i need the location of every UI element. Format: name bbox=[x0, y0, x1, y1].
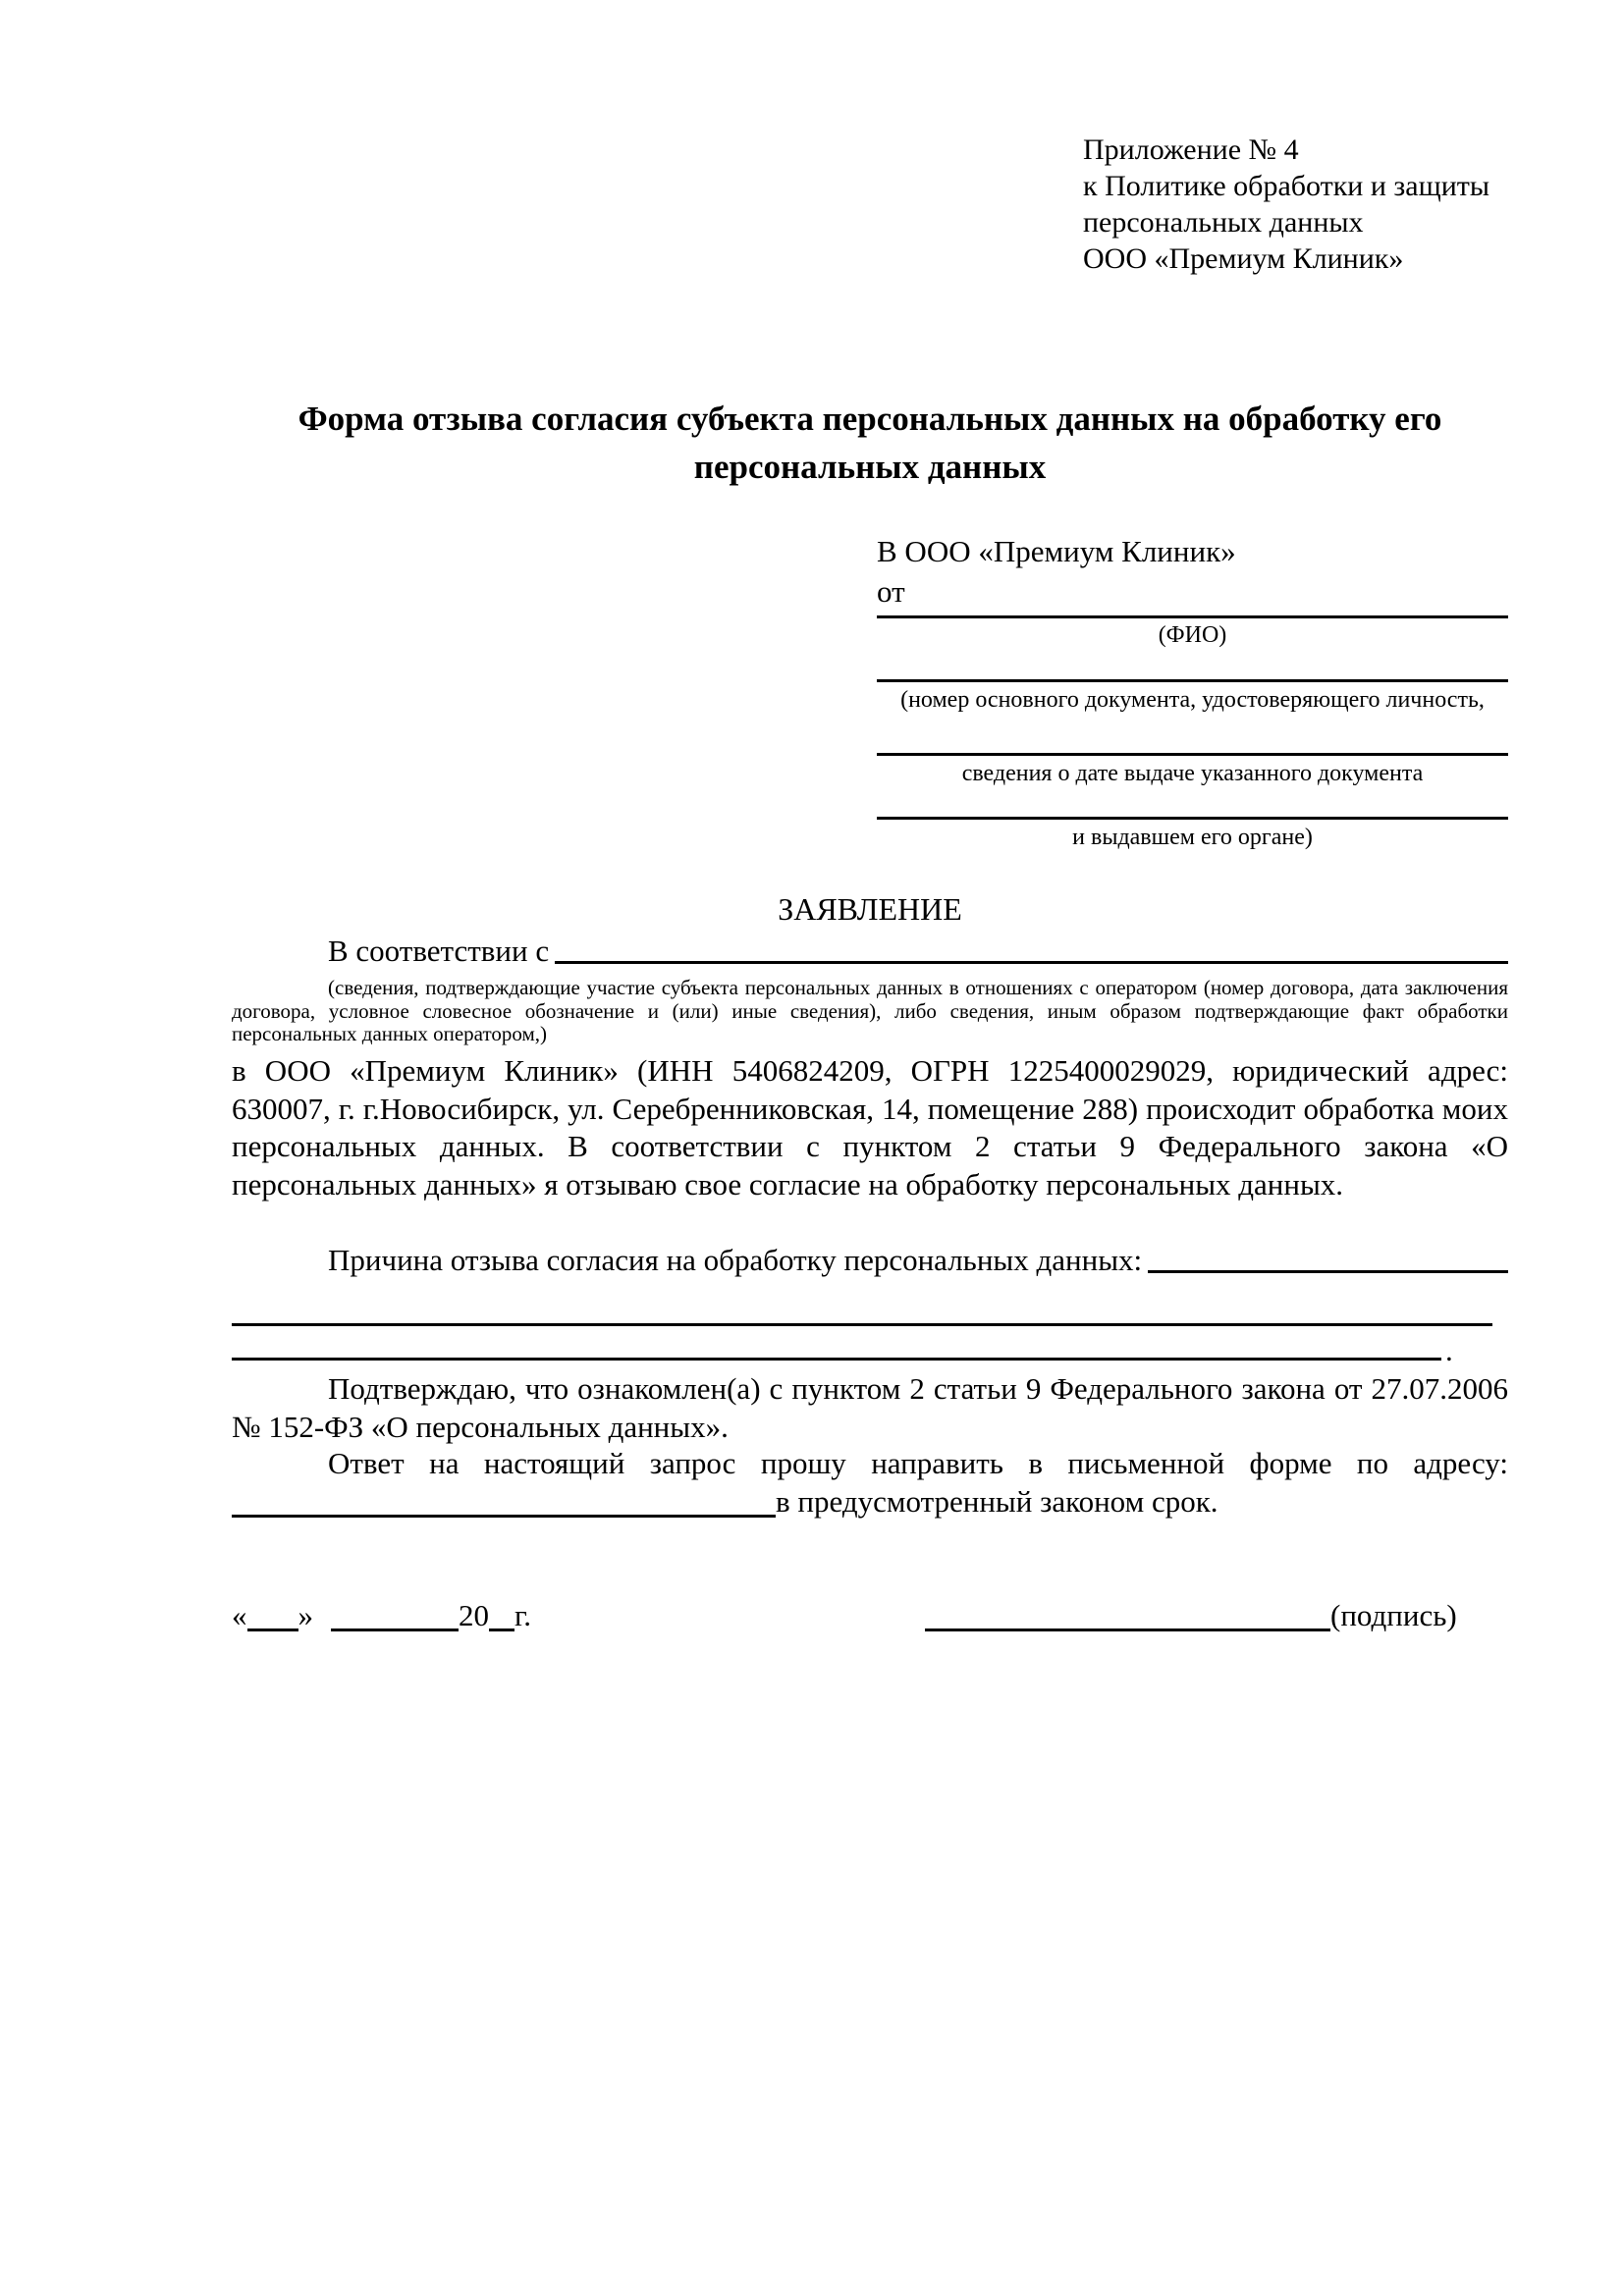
header-note-line-4: ООО «Премиум Клиник» bbox=[1083, 242, 1404, 275]
reply-request-suffix: в предусмотренный законом срок. bbox=[776, 1484, 1218, 1519]
statement-body: в ООО «Премиум Клиник» (ИНН 5406824209, ОГРН 1225400029029, юридический адрес: 630007, г. г.Новосибирск, ул. Серебренниковская, 14, помещение 288) происходит обработка моих персональных данных. В соответствии с пунктом 2 статьи 9 Федерального закона «О персональных данных» я отзываю свое согласие на обработку персональных данных. bbox=[232, 1053, 1508, 1201]
reason-blank-line-3 bbox=[232, 1358, 1441, 1361]
date-row bbox=[232, 1596, 531, 1635]
recipient-to: В ООО «Премиум Клиник» bbox=[877, 534, 1236, 568]
fio-blank-line bbox=[877, 615, 1508, 618]
acknowledgement-paragraph: Подтверждаю, что ознакомлен(а) с пунктом 2 статьи 9 Федерального закона от 27.07.2006 № 152-ФЗ «О персональных данных». bbox=[232, 1371, 1508, 1444]
statement-intro-row bbox=[232, 933, 1508, 970]
issue-date-caption: сведения о дате выдаче указанного документа bbox=[961, 761, 1424, 786]
date-day-blank-line bbox=[247, 1629, 298, 1631]
date-year-prefix: 20 bbox=[459, 1598, 489, 1632]
date-year-suffix: г. bbox=[514, 1598, 531, 1632]
statement-heading: ЗАЯВЛЕНИЕ bbox=[778, 891, 962, 927]
date-close-quote: » bbox=[298, 1598, 313, 1632]
header-note-line-3: персональных данных bbox=[1083, 206, 1364, 239]
reason-end-period: . bbox=[1445, 1333, 1453, 1367]
reply-request-line: Ответ на настоящий запрос прошу направить в письменной форме по адресу: bbox=[328, 1446, 1508, 1480]
header-note-line-1: Приложение № 4 bbox=[1083, 133, 1299, 166]
date-month-blank-line bbox=[331, 1629, 459, 1631]
recipient-from-label: от bbox=[877, 574, 905, 609]
date-open-quote: « bbox=[232, 1598, 247, 1632]
reason-label: Причина отзыва согласия на обработку персональных данных: bbox=[328, 1243, 1143, 1277]
reply-address-blank-line bbox=[232, 1515, 776, 1518]
issue-date-blank-line bbox=[877, 753, 1508, 756]
document-number-blank-line bbox=[877, 679, 1508, 682]
intro-prefix: В соответствии с bbox=[328, 934, 550, 968]
issuing-authority-blank-line bbox=[877, 817, 1508, 820]
intro-blank-line bbox=[555, 933, 1508, 964]
fio-caption: (ФИО) bbox=[1158, 622, 1227, 648]
document-title: Форма отзыва согласия субъекта персональных данных на обработку его персональных данных bbox=[298, 400, 1442, 486]
signature-blank-line bbox=[925, 1629, 1330, 1631]
reason-blank-line-2 bbox=[232, 1323, 1492, 1326]
reason-blank-line-1 bbox=[1148, 1242, 1508, 1273]
document-number-caption: (номер основного документа, удостоверяющего личность, bbox=[900, 687, 1485, 713]
reply-address-row bbox=[232, 1482, 1508, 1522]
signature-row bbox=[925, 1596, 1457, 1635]
signature-caption: (подпись) bbox=[1330, 1598, 1457, 1632]
issuing-authority-caption: и выдавшем его органе) bbox=[1072, 825, 1313, 850]
date-year-blank-line bbox=[489, 1629, 514, 1631]
header-note-line-2: к Политике обработки и защиты bbox=[1083, 170, 1490, 202]
header-note bbox=[1083, 132, 1489, 277]
fine-print-note: (сведения, подтверждающие участие субъекта персональных данных в отношениях с оператором (номер договора, дата заключения договора, условное словесное обозначение и (или) иные сведения), либо сведения, иным образом подтверждающие факт обработки персональных данных оператором,) bbox=[232, 976, 1508, 1045]
reason-row bbox=[232, 1242, 1508, 1279]
